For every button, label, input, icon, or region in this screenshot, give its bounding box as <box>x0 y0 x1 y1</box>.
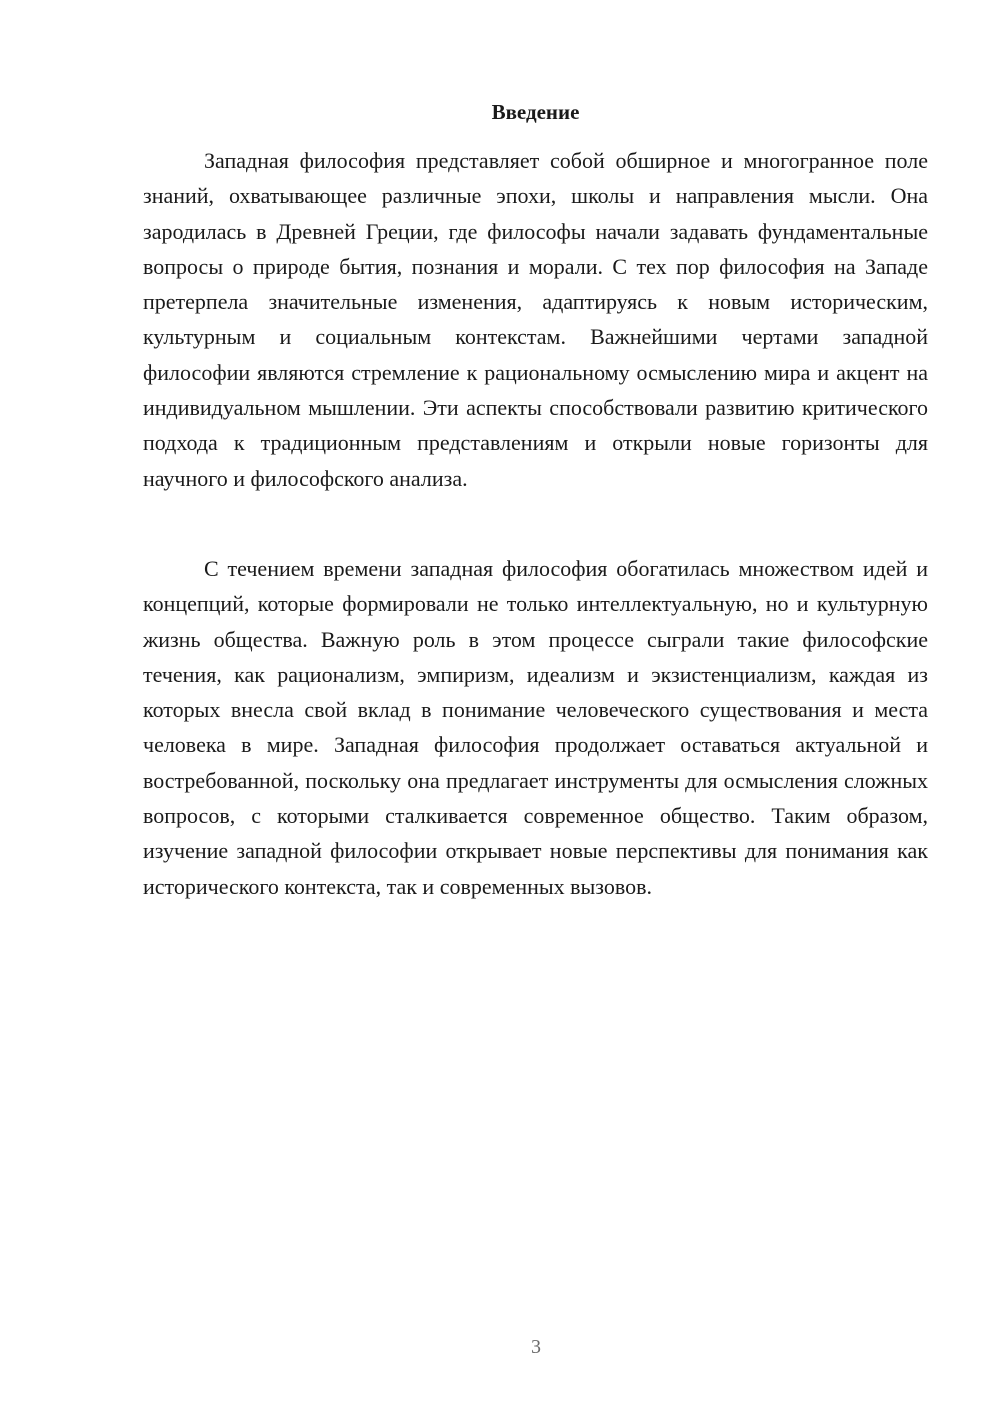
paragraph-1: Западная философия представляет собой обширное и многогранное поле знаний, охватывающее различные эпохи, школы и направления мысли. Она зародилась в Древней Греции, где философы начали задавать фундаментальные вопросы о природе бытия, познания и морали. С тех пор философия на Западе претерпела значительные изменения, адаптируясь к новым историческим, культурным и социальным контекстам. Важнейшими чертами западной философии являются стремление к рациональному осмыслению мира и акцент на индивидуальном мышлении. Эти аспекты способствовали развитию критического подхода к традиционным представлениям и открыли новые горизонты для научного и философского анализа. <box>143 148 928 491</box>
page-heading: Введение <box>491 100 580 124</box>
paragraph-2: С течением времени западная философия обогатилась множеством идей и концепций, которые формировали не только интеллектуальную, но и культурную жизнь общества. Важную роль в этом процессе сыграли такие философские течения, как рационализм, эмпиризм, идеализм и экзистенциализм, каждая из которых внесла свой вклад в понимание человеческого существования и места человека в мире. Западная философия продолжает оставаться актуальной и востребованной, поскольку она предлагает инструменты для осмысления сложных вопросов, с которыми сталкивается современное общество. Таким образом, изучение западной философии открывает новые перспективы для понимания как исторического контекста, так и современных вызовов. <box>143 556 928 899</box>
page-number: 3 <box>531 1336 541 1358</box>
